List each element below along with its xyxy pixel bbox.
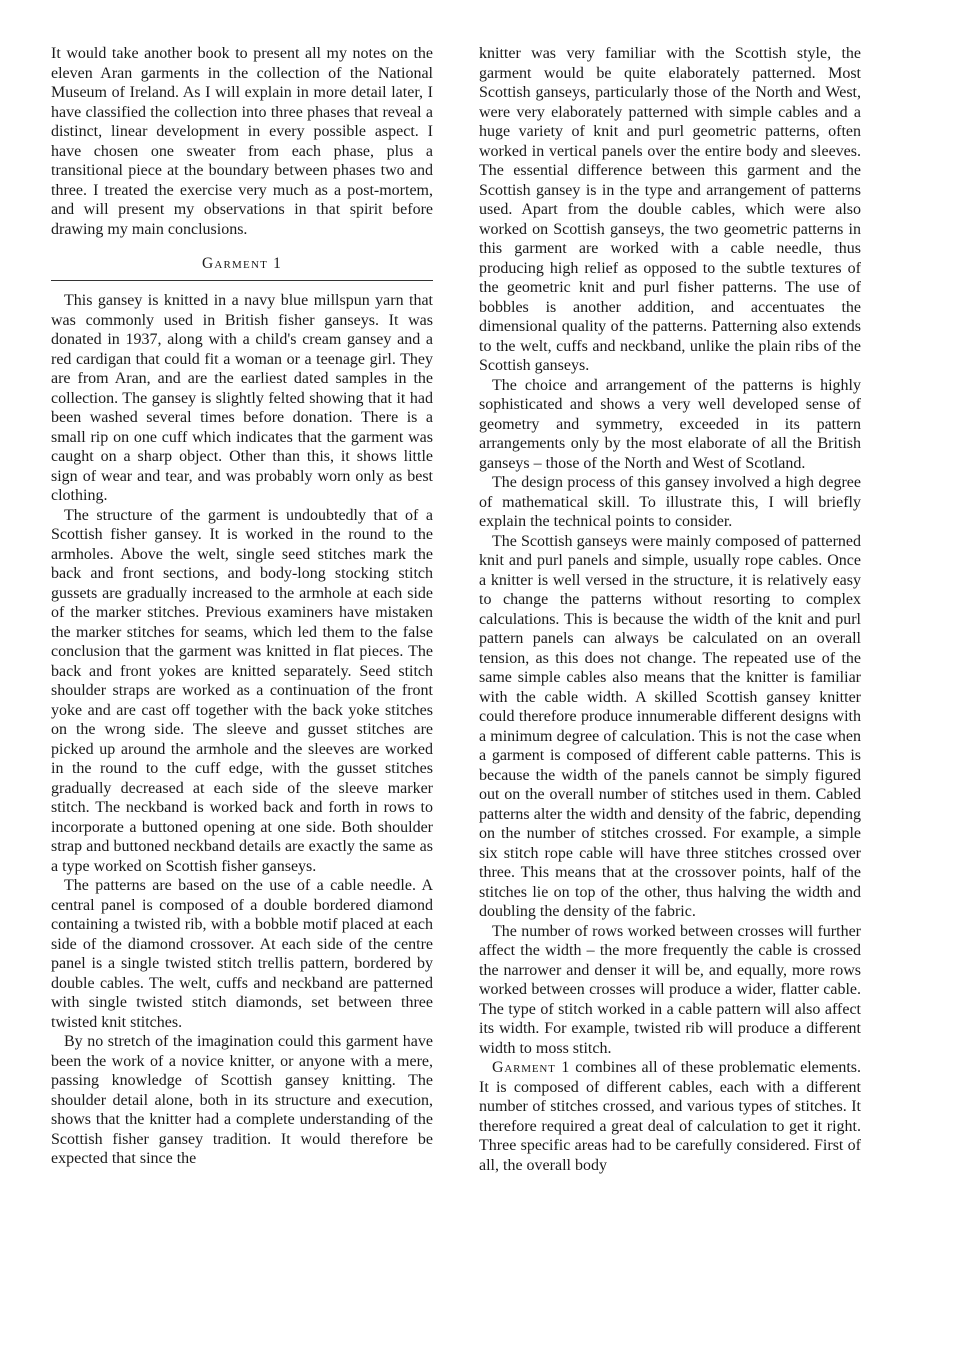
section-heading: Garment 1 [201,255,283,272]
garment-reference: Garment 1 [492,1059,571,1076]
right-column [479,44,861,1175]
body-paragraph: By no stretch of the imagination could this garment have been the work of a novice knitter, or anyone with a mere, passing knowledge of Scottish gansey knitting. The shoulder detail alone, both in its structure and execution, shows that the knitter had a complete understanding of the Scottish fisher gansey tradition. It would therefore be expected that since the [51,1033,433,1167]
body-paragraph: This gansey is knitted in a navy blue millspun yarn that was commonly used in British fisher ganseys. It was donated in 1937, along with a child's cream gansey and a red cardigan that could fit a woman or a teenage girl. They are from Aran, and are the earliest dated samples in the collection. The gansey is slightly felted showing that it had been washed several times before donation. There is a small rip on one cuff which indicates that the garment was caught on a sharp object. Other than this, it shows little sign of wear and tear, and was probably worn only as best clothing. [51,292,433,504]
body-paragraph: The number of rows worked between crosses will further affect the width – the more frequently the cable is crossed the narrower and denser it will be, and equally, more rows worked between crosses will produce a wider, flatter cable. The type of stitch worked in a cable pattern will also affect its width. For example, twisted rib will produce a different width to moss stitch. [479,922,861,1057]
body-paragraph-last [479,1058,861,1175]
paragraph-text: combines all of these problematic elements. It is composed of different cables, each with a different number of stitches crossed, and various types of stitches. It therefore required a great deal of calculation to get it right. Three specific areas had to be carefully considered. First of all, the overall body [479,1059,861,1174]
body-paragraph: knitter was very familiar with the Scottish style, the garment would be quite elaborately patterned. Most Scottish ganseys, particularly those of the North and West, were very elaborately patterned with simple cables and a huge variety of knit and purl geometric patterns, often worked in vertical panels over the entire body and sleeves. The essential difference between this garment and the Scottish gansey is in the type and arrangement of patterns used. Apart from the double cables, which were also worked on Scottish ganseys, the two geometric patterns in this garment are worked with a cable needle, thus producing high relief as opposed to the subtle textures of the geometric knit and purl fisher patterns. The use of bobbles is another addition, and accentuates the dimensional quality of the patterns. Patterning also extends to the welt, cuffs and neckband, unlike the plain ribs of the Scottish ganseys. [479,45,861,374]
body-paragraph: The choice and arrangement of the patterns is highly sophisticated and shows a very well developed sense of geometry and symmetry, exceeded in its pattern arrangements only by the most elaborate of all the British ganseys – those of the North and West of Scotland. [479,376,861,472]
intro-paragraph: It would take another book to present all my notes on the eleven Aran garments in the collection of the National Museum of Ireland. As I will explain in more detail later, I have classified the collection into three phases that reveal a distinct, linear development in every possible aspect. I have chosen one sweater from each phase, plus a transitional piece at the boundary between phases two and three. I treated the exercise very much as a post-mortem, and will present my observations in that spirit before drawing my main conclusions. [51,45,433,238]
left-column [51,44,433,1169]
body-paragraph: The design process of this gansey involved a high degree of mathematical skill. To illustrate this, I will briefly explain the technical points to consider. [479,474,861,530]
body-paragraph: The structure of the garment is undoubtedly that of a Scottish fisher gansey. It is worked in the round to the armholes. Above the welt, single seed stitches mark the back and front sections, and body-long stocking stitch gussets are gradually increased to the armhole at each side of the marker stitches. Previous examiners have mistaken the marker stitches for seams, which led them to the false conclusion that the garment was knitted in flat pieces. The back and front yokes are knitted separately. Seed stitch shoulder straps are worked as a continuation of the front yoke and are cast off together with the back yoke stitches on the wrong side. The sleeve and gusset stitches are picked up around the armhole and the sleeves are worked in the round to the cuff edge, with the gusset stitches gradually decreased at each side of the sleeve marker stitch. The neckband is worked back and forth in rows to incorporate a buttoned opening at one side. Both shoulder strap and buttoned neckband details are exactly the same as a type worked on Scottish fisher ganseys. [51,506,433,875]
body-paragraph: The Scottish ganseys were mainly composed of patterned knit and purl panels and simple, usually rope cables. Once a knitter is well versed in the structure, it is relatively easy to change the patterns without resorting to complex calculations. This is because the width of the knit and purl pattern panels can always be calculated on an overall tension, as this does not change. The repeated use of the same simple cables also means that the knitter is familiar with the cable width. A skilled Scottish gansey knitter could therefore produce innumerable different designs with a minimum degree of calculation. This is not the case when a garment is composed of different cable patterns. This is because the width of the panels cannot be simply figured out on the overall number of stitches used in them. Cabled patterns alter the width and density of the fabric, depending on the number of stitches crossed. For example, a simple six stitch rope cable will have three stitches crossed over three. This means that at the crossover points, half of the stitches lie on top of the other, thus halving the width and doubling the density of the fabric. [479,532,861,920]
heading-rule [51,280,433,281]
body-paragraph: The patterns are based on the use of a cable needle. A central panel is composed of a double bordered diamond containing a twisted rib, with a bobble motif placed at each side of the diamond crossover. At each side of the centre panel is a single twisted stitch trellis pattern, bordered by double cables. The welt, cuffs and neckband are patterned with single twisted stitch diamonds, set between three twisted knit stitches. [51,877,433,1031]
